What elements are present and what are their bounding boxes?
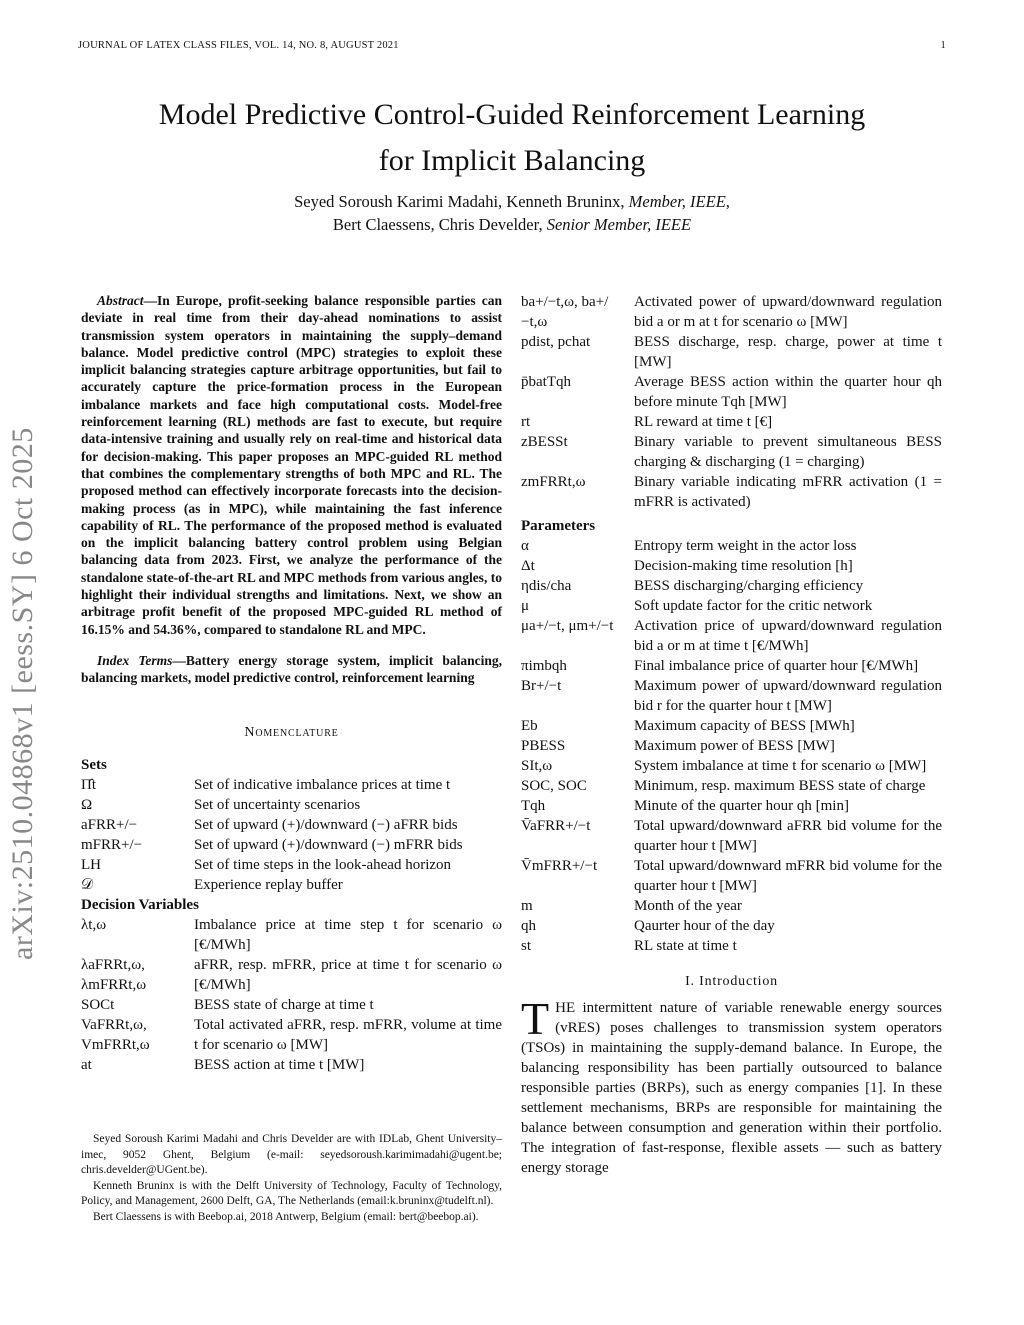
nom-row [81, 955, 502, 995]
nom-row [81, 835, 502, 855]
parameters-list [521, 536, 942, 956]
introduction-paragraph [521, 993, 942, 1178]
nom-description: Minute of the quarter hour qh [min] [634, 798, 849, 814]
nom-symbol: rt [521, 414, 531, 430]
nom-row [521, 372, 942, 412]
nom-description: Total activated aFRR, resp. mFRR, volume at time t for scenario ω [MW] [194, 1016, 502, 1053]
nom-row [521, 916, 942, 936]
nom-symbol: ηdis/cha [521, 578, 572, 594]
nom-description: BESS discharge, resp. charge, power at time t [MW] [634, 334, 942, 370]
paper-title [100, 92, 924, 184]
nom-symbol: Ω [81, 796, 93, 813]
nom-row [521, 656, 942, 676]
nom-row [521, 432, 942, 472]
decision-variables-list [81, 915, 502, 1075]
authors-line-1: Seyed Soroush Karimi Madahi, Kenneth Bruninx, [294, 192, 629, 211]
index-terms-text: —Battery energy storage system, implicit balancing, balancing markets, model predictive control, reinforcement learning [81, 652, 503, 686]
nom-description: Set of time steps in the look-ahead horizon [194, 856, 452, 873]
nom-description: BESS discharging/charging efficiency [634, 578, 864, 594]
introduction-heading: I. Introduction [685, 974, 778, 989]
nom-symbol: m [521, 898, 533, 914]
left-column [81, 292, 502, 1075]
drop-cap: T [521, 993, 550, 1044]
arxiv-stamp: arXiv:2510.04868v1 [eess.SY] 6 Oct 2025 [6, 427, 39, 960]
nom-row [521, 412, 942, 432]
title-line-1: Model Predictive Control-Guided Reinforcement Learning [158, 98, 866, 131]
sets-list [81, 775, 502, 895]
nom-description: Imbalance price at time step t for scenario ω [€/MWh] [194, 916, 502, 953]
nom-symbol: Π̂t [81, 776, 96, 793]
nom-row [521, 292, 942, 332]
footnote: Bert Claessens is with Beebop.ai, 2018 Antwerp, Belgium (email: bert@beebop.ai). [93, 1210, 479, 1223]
nom-row [521, 796, 942, 816]
nom-description: Entropy term weight in the actor loss [634, 538, 857, 554]
nom-description: Set of upward (+)/downward (−) mFRR bids [194, 836, 463, 853]
nom-description: RL state at time t [634, 938, 737, 954]
nom-symbol: st [521, 938, 532, 954]
nom-row [521, 816, 942, 856]
nom-description: Binary variable to prevent simultaneous BESS charging & discharging (1 = charging) [634, 434, 942, 470]
nom-description: aFRR, resp. mFRR, price at time t for scenario ω [€/MWh] [194, 956, 502, 993]
nom-row [81, 775, 502, 795]
footnote: Kenneth Bruninx is with the Delft University of Technology, Faculty of Technology, Policy, and Management, 2600 Delft, GA, The Netherlands (email:k.bruninx@tudelft.nl). [81, 1179, 502, 1207]
nom-description: Minimum, resp. maximum BESS state of charge [634, 778, 926, 794]
nom-row [81, 875, 502, 895]
nom-symbol: aFRR+/− [81, 816, 138, 833]
nom-description: Month of the year [634, 898, 742, 914]
nom-row [81, 815, 502, 835]
nom-symbol: Eb [521, 718, 538, 734]
nom-symbol: zmFRRt,ω [521, 474, 586, 490]
decision-variables-heading: Decision Variables [81, 896, 199, 913]
nom-row [521, 332, 942, 372]
page-number: 1 [940, 40, 946, 51]
nom-symbol: λt,ω [81, 916, 107, 933]
nom-description: Total upward/downward mFRR bid volume for the quarter hour t [MW] [634, 858, 942, 894]
nom-description: Maximum power of BESS [MW] [634, 738, 835, 754]
authors-line-2: Bert Claessens, Chris Develder, [332, 215, 547, 234]
nom-symbol: qh [521, 918, 536, 934]
nom-description: Qaurter hour of the day [634, 918, 775, 934]
nom-row [521, 616, 942, 656]
abstract-lead: Abstract [97, 293, 144, 308]
nom-description: Activation price of upward/downward regulation bid a or m at time t [€/MWh] [634, 618, 942, 654]
nom-row [521, 596, 942, 616]
index-terms-lead: Index Terms [97, 652, 173, 668]
nom-symbol: SOC, SOC [521, 778, 587, 794]
nom-row [521, 556, 942, 576]
index-terms [81, 652, 502, 687]
footnote: Seyed Soroush Karimi Madahi and Chris Develder are with IDLab, Ghent University–imec, 9052 Ghent, Belgium (e-mail: seyedsoroush.karimimadahi@ugent.be; chris.develder@UGent.be). [81, 1133, 502, 1176]
nom-row [521, 716, 942, 736]
nom-row [81, 1055, 502, 1075]
decision-variables-continued [521, 292, 942, 512]
nom-description: Binary variable indicating mFRR activation (1 = mFRR is activated) [634, 474, 942, 510]
nom-symbol: zBESSt [521, 434, 568, 450]
nom-symbol: PBESS [521, 738, 566, 754]
nom-symbol: SOCt [81, 996, 115, 1013]
nom-description: BESS state of charge at time t [194, 996, 374, 1013]
nom-description: RL reward at time t [€] [634, 414, 773, 430]
nom-row [521, 472, 942, 512]
right-column [521, 292, 942, 1178]
running-head [78, 40, 946, 51]
nom-symbol: p̄batTqh [521, 374, 571, 390]
footnotes [81, 1132, 502, 1225]
nom-description: Set of uncertainty scenarios [194, 796, 361, 813]
nom-description: Set of indicative imbalance prices at time t [194, 776, 451, 793]
authors-role-1: Member, IEEE, [628, 192, 730, 211]
nom-description: Total upward/downward aFRR bid volume for the quarter hour t [MW] [634, 818, 942, 854]
nom-row [521, 896, 942, 916]
nom-description: BESS action at time t [MW] [194, 1056, 365, 1073]
nom-symbol: α [521, 538, 529, 554]
nom-symbol: ba+/−t,ω, ba+/−t,ω [521, 294, 609, 330]
nom-description: System imbalance at time t for scenario ω [MW] [634, 758, 927, 774]
nom-description: Maximum capacity of BESS [MWh] [634, 718, 855, 734]
nom-symbol: VaFRRt,ω, VmFRRt,ω [81, 1016, 150, 1053]
nom-symbol: mFRR+/− [81, 836, 143, 853]
nom-row [521, 676, 942, 716]
nom-row [521, 576, 942, 596]
nom-description: Set of upward (+)/downward (−) aFRR bids [194, 816, 458, 833]
authors-role-2: Senior Member, IEEE [546, 215, 692, 234]
nom-symbol: pdist, pchat [521, 334, 591, 350]
nom-row [521, 736, 942, 756]
nom-symbol: V̄mFRR+/−t [521, 858, 598, 874]
nomenclature-title: Nomenclature [244, 724, 339, 740]
nom-symbol: Tqh [521, 798, 546, 814]
nom-symbol: LH [81, 856, 101, 873]
nom-symbol: Br+/−t [521, 678, 562, 694]
nom-description: Experience replay buffer [194, 876, 343, 893]
parameters-heading: Parameters [521, 518, 596, 534]
nom-symbol: Δt [521, 558, 535, 574]
nom-symbol: 𝒟 [81, 876, 93, 893]
nom-row [81, 915, 502, 955]
nom-row [521, 856, 942, 896]
abstract [81, 292, 502, 638]
nom-row [81, 855, 502, 875]
nom-row [521, 536, 942, 556]
nom-symbol: SIt,ω [521, 758, 553, 774]
intro-caps: HE [555, 1000, 576, 1016]
nom-row [521, 756, 942, 776]
author-list [100, 190, 924, 236]
nom-symbol: μ [521, 598, 530, 614]
nom-symbol: λaFRRt,ω, λmFRRt,ω [81, 956, 147, 993]
nom-description: Soft update factor for the critic network [634, 598, 873, 614]
nom-row [81, 1015, 502, 1055]
nom-description: Final imbalance price of quarter hour [€/MWh] [634, 658, 919, 674]
nom-description: Average BESS action within the quarter hour qh before minute Tqh [MW] [634, 374, 942, 410]
nom-row [521, 776, 942, 796]
nom-symbol: at [81, 1056, 92, 1073]
nom-description: Maximum power of upward/downward regulation bid r for the quarter hour t [MW] [634, 678, 942, 714]
journal-name: JOURNAL OF LATEX CLASS FILES, VOL. 14, NO. 8, AUGUST 2021 [78, 40, 399, 51]
nom-description: Activated power of upward/downward regulation bid a or m at t for scenario ω [MW] [634, 294, 942, 330]
nom-symbol: V̄aFRR+/−t [521, 818, 591, 834]
intro-text: intermittent nature of variable renewable energy sources (vRES) poses challenges to transmission system operators (TSOs) in maintaining the supply-demand balance. In Europe, the balancing responsibility has been partially outsourced to balance responsible parties (BRPs), such as energy companies [1]. In these settlement mechanisms, BRPs are responsible for maintaining the balance between consumption and generation within their portfolio. The integration of fast-response, flexible assets — such as battery energy storage [521, 1000, 942, 1176]
abstract-text: —In Europe, profit-seeking balance responsible parties can deviate in real time from their day-ahead nominations to assist transmission system operators in maintaining the supply–demand balance. Model predictive control (MPC) strategies to exploit these implicit balancing strategies capture arbitrage opportunities, but fail to accurately capture the price-formation process in the European imbalance markets and face high computational costs. Model-free reinforcement learning (RL) methods are fast to execute, but require data-intensive training and usually rely on real-time and historical data for decision-making. This paper proposes an MPC-guided RL method that combines the complementary strengths of both MPC and RL. The proposed method can effectively incorporate forecasts into the decision-making process (as in MPC), while maintaining the fast inference capability of RL. The performance of the proposed method is evaluated on the implicit balancing battery control problem using Belgian balancing data from 2023. First, we analyze the performance of the standalone state-of-the-art RL and MPC methods from various angles, to highlight their individual strengths and limitations. Next, we show an arbitrage profit benefit of the proposed MPC-guided RL method of 16.15% and 54.36%, compared to standalone RL and MPC. [81, 293, 502, 637]
sets-heading: Sets [81, 756, 107, 773]
nom-row [521, 936, 942, 956]
nom-symbol: μa+/−t, μm+/−t [521, 618, 614, 634]
nom-row [81, 995, 502, 1015]
nom-row [81, 795, 502, 815]
nom-description: Decision-making time resolution [h] [634, 558, 853, 574]
nom-symbol: πimbqh [521, 658, 567, 674]
title-line-2: for Implicit Balancing [378, 144, 646, 177]
